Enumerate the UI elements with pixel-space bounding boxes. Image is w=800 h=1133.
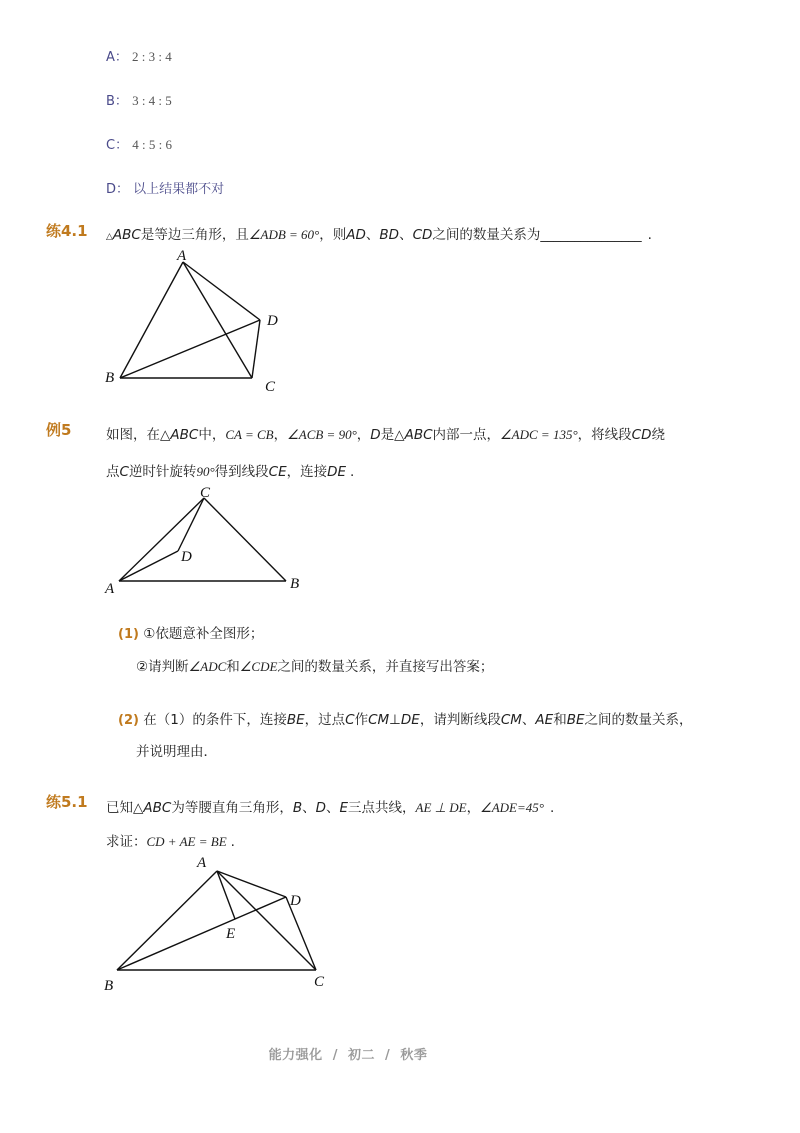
math-expr: ∠ADC bbox=[188, 659, 227, 674]
math-var: C bbox=[345, 712, 355, 728]
question-2-line-2: 并说明理由． bbox=[136, 744, 217, 760]
text-run: 得到线段 bbox=[214, 464, 269, 480]
vertex-label-a: A bbox=[105, 581, 115, 597]
math-var: D bbox=[370, 427, 381, 443]
math-expr: ∠ACB = 90° bbox=[287, 427, 357, 442]
text-run: 如图，在△ bbox=[106, 427, 171, 443]
math-var: CD bbox=[631, 427, 652, 443]
math-var: ABC bbox=[112, 227, 141, 243]
text-run: 作 bbox=[354, 712, 369, 728]
option-c bbox=[106, 134, 172, 153]
segment-ad bbox=[217, 871, 286, 897]
vertex-label-e: E bbox=[226, 926, 236, 942]
text-run: 、 bbox=[365, 227, 380, 243]
segment-cb bbox=[204, 498, 286, 581]
text-run: ，连接 bbox=[286, 464, 328, 480]
text-run: 之间的数量关系， bbox=[584, 712, 693, 728]
math-var: BE bbox=[286, 712, 305, 728]
text-run: 逆时针旋转 bbox=[128, 464, 197, 480]
text-run: 已知△ bbox=[106, 800, 144, 816]
vertex-label-d: D bbox=[290, 893, 301, 909]
text-run: ，过点 bbox=[304, 712, 346, 728]
segment-bd bbox=[117, 897, 286, 970]
math-var: CD bbox=[412, 227, 433, 243]
text-run: 点 bbox=[106, 464, 120, 480]
math-var: B bbox=[292, 800, 303, 816]
option-b bbox=[106, 90, 172, 109]
exercise-4-1-label: 练4.1 bbox=[46, 222, 88, 240]
text-run: ， bbox=[466, 800, 481, 816]
text-run: ，请判断线段 bbox=[419, 712, 501, 728]
math-var: BE bbox=[566, 712, 585, 728]
example-5-label: 例5 bbox=[46, 421, 72, 439]
text-run: 和 bbox=[553, 712, 567, 728]
math-expr: ∠CDE bbox=[239, 659, 278, 674]
segment-ad bbox=[119, 551, 178, 581]
segment-cd bbox=[252, 320, 260, 378]
vertex-label-a: A bbox=[197, 855, 207, 871]
text-run: ， bbox=[273, 427, 288, 443]
option-letter: C： bbox=[106, 138, 129, 153]
text-run: 中， bbox=[198, 427, 226, 443]
vertex-label-c: C bbox=[200, 485, 211, 501]
text-run: . bbox=[549, 800, 555, 816]
option-a bbox=[106, 46, 172, 65]
question-1-line-1 bbox=[118, 622, 263, 642]
text-run: . bbox=[647, 227, 652, 243]
text-run: ，则 bbox=[319, 227, 347, 243]
segment-ab bbox=[120, 262, 183, 378]
math-var: CE bbox=[268, 464, 287, 480]
triangle-symbol: △ bbox=[106, 232, 113, 242]
figure-5-1 bbox=[100, 850, 340, 995]
text-run: 和 bbox=[226, 659, 240, 675]
segment-ae bbox=[217, 871, 235, 919]
vertex-label-b: B bbox=[290, 576, 300, 592]
text-run: 是△ bbox=[380, 427, 405, 443]
math-var: C bbox=[119, 464, 129, 480]
text-run: 、 bbox=[326, 800, 340, 816]
text-run: 之间的数量关系为 bbox=[432, 227, 541, 243]
text-run: 在（1）的条件下，连接 bbox=[143, 712, 287, 728]
text-run: 之间的数量关系，并直接写出答案； bbox=[277, 659, 494, 675]
math-symbol: ⊥ bbox=[389, 712, 401, 728]
text-run: ①依题意补全图形； bbox=[143, 626, 264, 642]
text-run: ②请判断 bbox=[136, 659, 189, 675]
segment-ac bbox=[183, 262, 252, 378]
math-expr: ∠ADB = 60° bbox=[248, 227, 320, 242]
math-var: E bbox=[339, 800, 349, 816]
text-run: 内部一点， bbox=[432, 427, 501, 443]
math-var: ABC bbox=[404, 427, 433, 443]
option-d bbox=[106, 178, 224, 197]
figure-5 bbox=[100, 480, 320, 598]
question-number: (1) bbox=[118, 627, 139, 642]
math-var: D bbox=[315, 800, 326, 816]
text-run: 是等边三角形，且 bbox=[140, 227, 249, 243]
segment-cd bbox=[178, 498, 204, 551]
math-var: BD bbox=[379, 227, 400, 243]
option-value: 4 : 5 : 6 bbox=[132, 137, 172, 152]
question-1-line-2 bbox=[136, 655, 493, 675]
math-var: AD bbox=[346, 227, 366, 243]
option-letter: D： bbox=[106, 182, 130, 197]
text-run: 、 bbox=[521, 712, 536, 728]
vertex-label-b: B bbox=[105, 370, 115, 386]
segment-ad bbox=[183, 262, 260, 320]
option-value: 以上结果都不对 bbox=[133, 182, 225, 197]
text-run: . bbox=[350, 464, 355, 480]
math-var: DE bbox=[400, 712, 420, 728]
vertex-label-d: D bbox=[267, 313, 278, 329]
text-run: 为等腰直角三角形， bbox=[171, 800, 293, 816]
exercise-5-1-label: 练5.1 bbox=[46, 793, 88, 811]
math-var: ABC bbox=[170, 427, 199, 443]
option-letter: A： bbox=[106, 50, 128, 65]
segment-ca bbox=[119, 498, 204, 581]
math-var: CM bbox=[500, 712, 522, 728]
question-number: (2) bbox=[118, 713, 139, 728]
math-var: ABC bbox=[143, 800, 172, 816]
text-run: 、 bbox=[399, 227, 413, 243]
option-letter: B： bbox=[106, 94, 128, 109]
math-expr: ∠ADE=45° bbox=[480, 800, 544, 815]
math-expr: AE ⊥ DE bbox=[415, 800, 467, 815]
math-var: AE bbox=[535, 712, 554, 728]
example-5-line-1 bbox=[106, 423, 665, 443]
math-var: DE bbox=[327, 464, 347, 480]
vertex-label-c: C bbox=[265, 379, 276, 395]
exercise-5-1-line-1 bbox=[106, 796, 554, 816]
figure-4-1 bbox=[100, 244, 300, 396]
example-5-line-2 bbox=[106, 460, 354, 480]
option-value: 3 : 4 : 5 bbox=[132, 93, 172, 108]
exercise-5-1-line-2 bbox=[106, 830, 235, 850]
math-expr: CD + AE = BE bbox=[146, 834, 227, 849]
vertex-label-c: C bbox=[314, 974, 325, 990]
option-value: 2 : 3 : 4 bbox=[132, 49, 172, 64]
text-run: 求证： bbox=[106, 834, 147, 850]
segment-ab bbox=[117, 871, 217, 970]
text-run: 绕 bbox=[651, 427, 665, 443]
math-expr: 90° bbox=[196, 464, 215, 479]
vertex-label-b: B bbox=[104, 978, 114, 994]
math-expr: CA = CB bbox=[225, 427, 274, 442]
text-run: ， bbox=[356, 427, 371, 443]
segment-bd bbox=[120, 320, 260, 378]
math-var: CM bbox=[368, 712, 390, 728]
exercise-4-1-text bbox=[106, 223, 652, 243]
text-run: . bbox=[230, 834, 235, 850]
math-expr: ∠ADC = 135° bbox=[500, 427, 578, 442]
text-run: ，将线段 bbox=[577, 427, 632, 443]
page-footer: 能力强化 / 初二 / 秋季 bbox=[268, 1048, 428, 1063]
text-run: 、 bbox=[302, 800, 316, 816]
vertex-label-a: A bbox=[177, 248, 187, 264]
answer-blank: _______________ bbox=[540, 227, 642, 243]
question-2-line-1 bbox=[118, 708, 692, 728]
text-run: 三点共线， bbox=[348, 800, 416, 816]
vertex-label-d: D bbox=[181, 549, 192, 565]
